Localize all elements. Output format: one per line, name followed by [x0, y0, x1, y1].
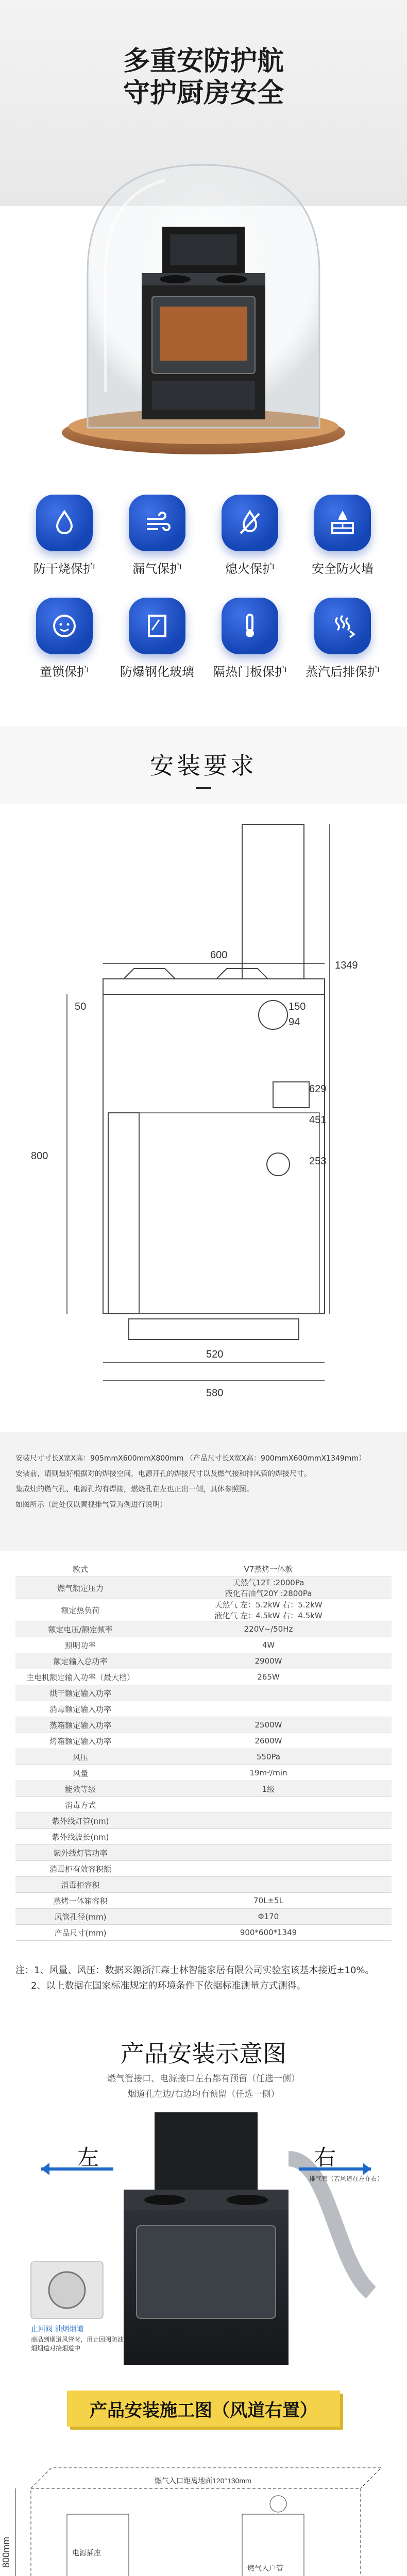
spec-key: 款式 — [15, 1561, 145, 1577]
steam-exhaust-icon — [314, 598, 371, 654]
spec-row — [15, 1561, 392, 1577]
child-lock-icon — [36, 598, 93, 654]
spec-key: 消毒额定输入功率 — [15, 1701, 145, 1717]
spec-row — [15, 1861, 392, 1877]
dim-top-width: 600 — [210, 950, 228, 961]
install-req-header — [0, 726, 407, 804]
flame-drop-icon — [36, 495, 93, 551]
feature-item — [299, 598, 386, 680]
dim-d4: 150 — [289, 1001, 306, 1012]
thermometer-icon — [222, 598, 278, 654]
spec-key: 照明功率 — [15, 1637, 145, 1653]
feature-item — [113, 495, 201, 577]
spec-value — [145, 1877, 392, 1893]
spec-key: 消毒柜有效容积额 — [15, 1861, 145, 1877]
spec-value: 天然气12T :2000Pa 液化石油气20Y :2800Pa — [145, 1577, 392, 1599]
feature-item — [113, 598, 201, 680]
spec-row — [15, 1653, 392, 1669]
spec-row — [15, 1829, 392, 1845]
spec-value — [145, 1845, 392, 1861]
note-line: 如图所示（此处仅以黄视排气管为例进行说明） — [15, 1501, 167, 1509]
spec-value: 2500W — [145, 1717, 392, 1733]
install-dimension-drawing — [0, 804, 407, 1427]
spec-value — [145, 1685, 392, 1701]
note-line: 安装尺寸寸长X宽X高：905mmX600mmX800mm （产品尺寸长X宽X高：900mmX600mmX1349mm） — [15, 1454, 366, 1463]
spec-row — [15, 1621, 392, 1637]
spec-note-2: 2、以上数据在国家标准规定的环境条件下依据标准测量方式测得。 — [31, 1980, 306, 1991]
spec-row — [15, 1717, 392, 1733]
feature-label: 蒸汽后排保护 — [306, 665, 380, 679]
tempered-glass-icon — [129, 598, 185, 654]
feature-item — [21, 598, 108, 680]
spec-row — [15, 1925, 392, 1941]
construction-right-title: 产品安装施工图（风道右置） — [90, 2400, 317, 2421]
dim-d3: 253 — [309, 1156, 327, 1167]
spec-key: 紫外线波长(nm) — [15, 1829, 145, 1845]
spec-row — [15, 1813, 392, 1829]
spec-key: 蒸烤一体箱容积 — [15, 1893, 145, 1909]
product-install-title: 产品安装示意图 — [121, 2040, 286, 2067]
spec-row — [15, 1781, 392, 1797]
spec-note-1: 注：1、风量、风压：数据来源浙江森士林智能家居有限公司实验室该基本接近±10%。 — [15, 1965, 375, 1976]
spec-row — [15, 1845, 392, 1861]
feature-label: 防爆钢化玻璃 — [120, 665, 194, 679]
dim-height-right: 1349 — [335, 960, 358, 971]
spec-key: 消毒柜容积 — [15, 1877, 145, 1893]
note-line: 集成灶的燃气孔、电源孔均有焊接，燃烧孔在左也正出一侧，具体参照图。 — [15, 1485, 253, 1494]
spec-key: 紫外线灯管功率 — [15, 1845, 145, 1861]
spec-value: 4W — [145, 1637, 392, 1653]
install-drawing — [0, 804, 407, 1427]
product-glass-dome-image — [0, 103, 407, 474]
firewall-icon — [314, 495, 371, 551]
spec-row — [15, 1685, 392, 1701]
valve-note: 止回阀 油烟烟道 — [31, 2325, 84, 2333]
feature-item — [299, 495, 386, 577]
spec-row — [15, 1893, 392, 1909]
spec-key: 消毒方式 — [15, 1797, 145, 1813]
construction-right-drawing — [0, 2437, 407, 2576]
spec-row — [15, 1577, 392, 1599]
spec-value: V7蒸烤一体款 — [145, 1561, 392, 1577]
feature-label: 防干烧保护 — [33, 562, 95, 576]
spec-value — [145, 1829, 392, 1845]
spec-value: 265W — [145, 1669, 392, 1685]
left-label: 左 — [77, 2145, 99, 2170]
valve-note-2: 商品到烟道风管时，用止回阀防油烟烟道对接烟道中 — [31, 2336, 124, 2352]
spec-section — [0, 1561, 407, 2004]
spec-value — [145, 1813, 392, 1829]
hero-title-line1: 多重安防护航 — [123, 46, 284, 77]
spec-row — [15, 1733, 392, 1749]
spec-key: 紫外线灯管(nm) — [15, 1813, 145, 1829]
spec-table — [15, 1561, 392, 1941]
feature-label: 漏气保护 — [132, 562, 182, 576]
feature-label: 隔热门板保护 — [213, 665, 287, 679]
title-underline — [196, 787, 211, 789]
features-section — [0, 495, 407, 721]
spec-key: 烘干额定输入功率 — [15, 1685, 145, 1701]
dim-depth: 520 — [206, 1349, 224, 1360]
product-install-sub1: 燃气管接口、电源接口左右都有预留（任选一侧） — [107, 2074, 300, 2084]
dim-d6: 50 — [75, 1001, 87, 1012]
cons-right-height: 800mm — [1, 2536, 11, 2568]
hero-title — [0, 45, 407, 109]
cons-right-duct: 燃气入户管 — [247, 2564, 283, 2572]
spec-key: 风压 — [15, 1749, 145, 1765]
spec-key: 燃气额定压力 — [15, 1577, 145, 1599]
right-label: 右 — [314, 2145, 336, 2170]
construction-section — [0, 2391, 407, 2576]
product-install-sub2: 烟道孔左边/右边均有预留（任选一侧） — [127, 2089, 280, 2099]
spec-key: 能效等级 — [15, 1781, 145, 1797]
spec-key: 主电机额定输入功率（最大档） — [15, 1669, 145, 1685]
spec-row — [15, 1599, 392, 1621]
spec-value: 2600W — [145, 1733, 392, 1749]
dim-base-width: 580 — [206, 1387, 224, 1399]
spec-key: 额定输入总功率 — [15, 1653, 145, 1669]
spec-key: 额定电压/额定频率 — [15, 1621, 145, 1637]
spec-key: 风管孔径(mm) — [15, 1909, 145, 1925]
feature-item — [21, 495, 108, 577]
dim-d1: 629 — [309, 1083, 327, 1095]
spec-value: Φ170 — [145, 1909, 392, 1925]
dim-d5: 94 — [289, 1016, 300, 1028]
feature-label: 安全防火墙 — [312, 562, 374, 576]
duct-note: 排气管（若风道在左在右） — [309, 2175, 384, 2182]
spec-row — [15, 1637, 392, 1653]
spec-key: 烤箱额定输入功率 — [15, 1733, 145, 1749]
spec-value: 550Pa — [145, 1749, 392, 1765]
spec-value: 2900W — [145, 1653, 392, 1669]
spec-row — [15, 1749, 392, 1765]
spec-value: 19m³/min — [145, 1765, 392, 1781]
gas-leak-wind-icon — [129, 495, 185, 551]
cons-right-power: 电源插座 — [72, 2549, 101, 2557]
install-notes — [0, 1432, 407, 1551]
spec-row — [15, 1669, 392, 1685]
spec-value: 天然气 左：5.2kW 右：5.2kW 液化气 左：4.5kW 右：4.5kW — [145, 1599, 392, 1621]
hero-title-line2: 守护厨房安全 — [123, 78, 284, 109]
spec-row — [15, 1701, 392, 1717]
spec-key: 风量 — [15, 1765, 145, 1781]
spec-value: 900*600*1349 — [145, 1925, 392, 1941]
spec-key: 蒸箱额定输入功率 — [15, 1717, 145, 1733]
spec-value — [145, 1701, 392, 1717]
feature-label: 熄火保护 — [225, 562, 275, 576]
cons-right-gas-note: 燃气入口距离地面120°130mm — [155, 2477, 251, 2485]
spec-value — [145, 1797, 392, 1813]
feature-item — [206, 495, 294, 577]
spec-row — [15, 1765, 392, 1781]
spec-value: 1级 — [145, 1781, 392, 1797]
fire-out-icon — [222, 495, 278, 551]
spec-row — [15, 1877, 392, 1893]
note-line: 安装前，请则最好根据对的焊接空间，电源开孔的焊接尺寸以及燃气接和排风管的焊接尺寸。 — [15, 1470, 311, 1478]
dim-height-left: 800 — [31, 1150, 48, 1162]
install-req-title: 安装要求 — [150, 752, 257, 779]
spec-key: 产品尺寸(mm) — [15, 1925, 145, 1941]
spec-row — [15, 1909, 392, 1925]
feature-item — [206, 598, 294, 680]
feature-label: 童锁保护 — [40, 665, 89, 679]
spec-value: 70L±5L — [145, 1893, 392, 1909]
spec-value — [145, 1861, 392, 1877]
spec-key: 额定热负荷 — [15, 1599, 145, 1621]
product-install-section — [0, 2020, 407, 2380]
construction-right-banner — [67, 2391, 340, 2427]
spec-value: 220V~/50Hz — [145, 1621, 392, 1637]
spec-row — [15, 1797, 392, 1813]
dim-d2: 451 — [309, 1114, 327, 1126]
